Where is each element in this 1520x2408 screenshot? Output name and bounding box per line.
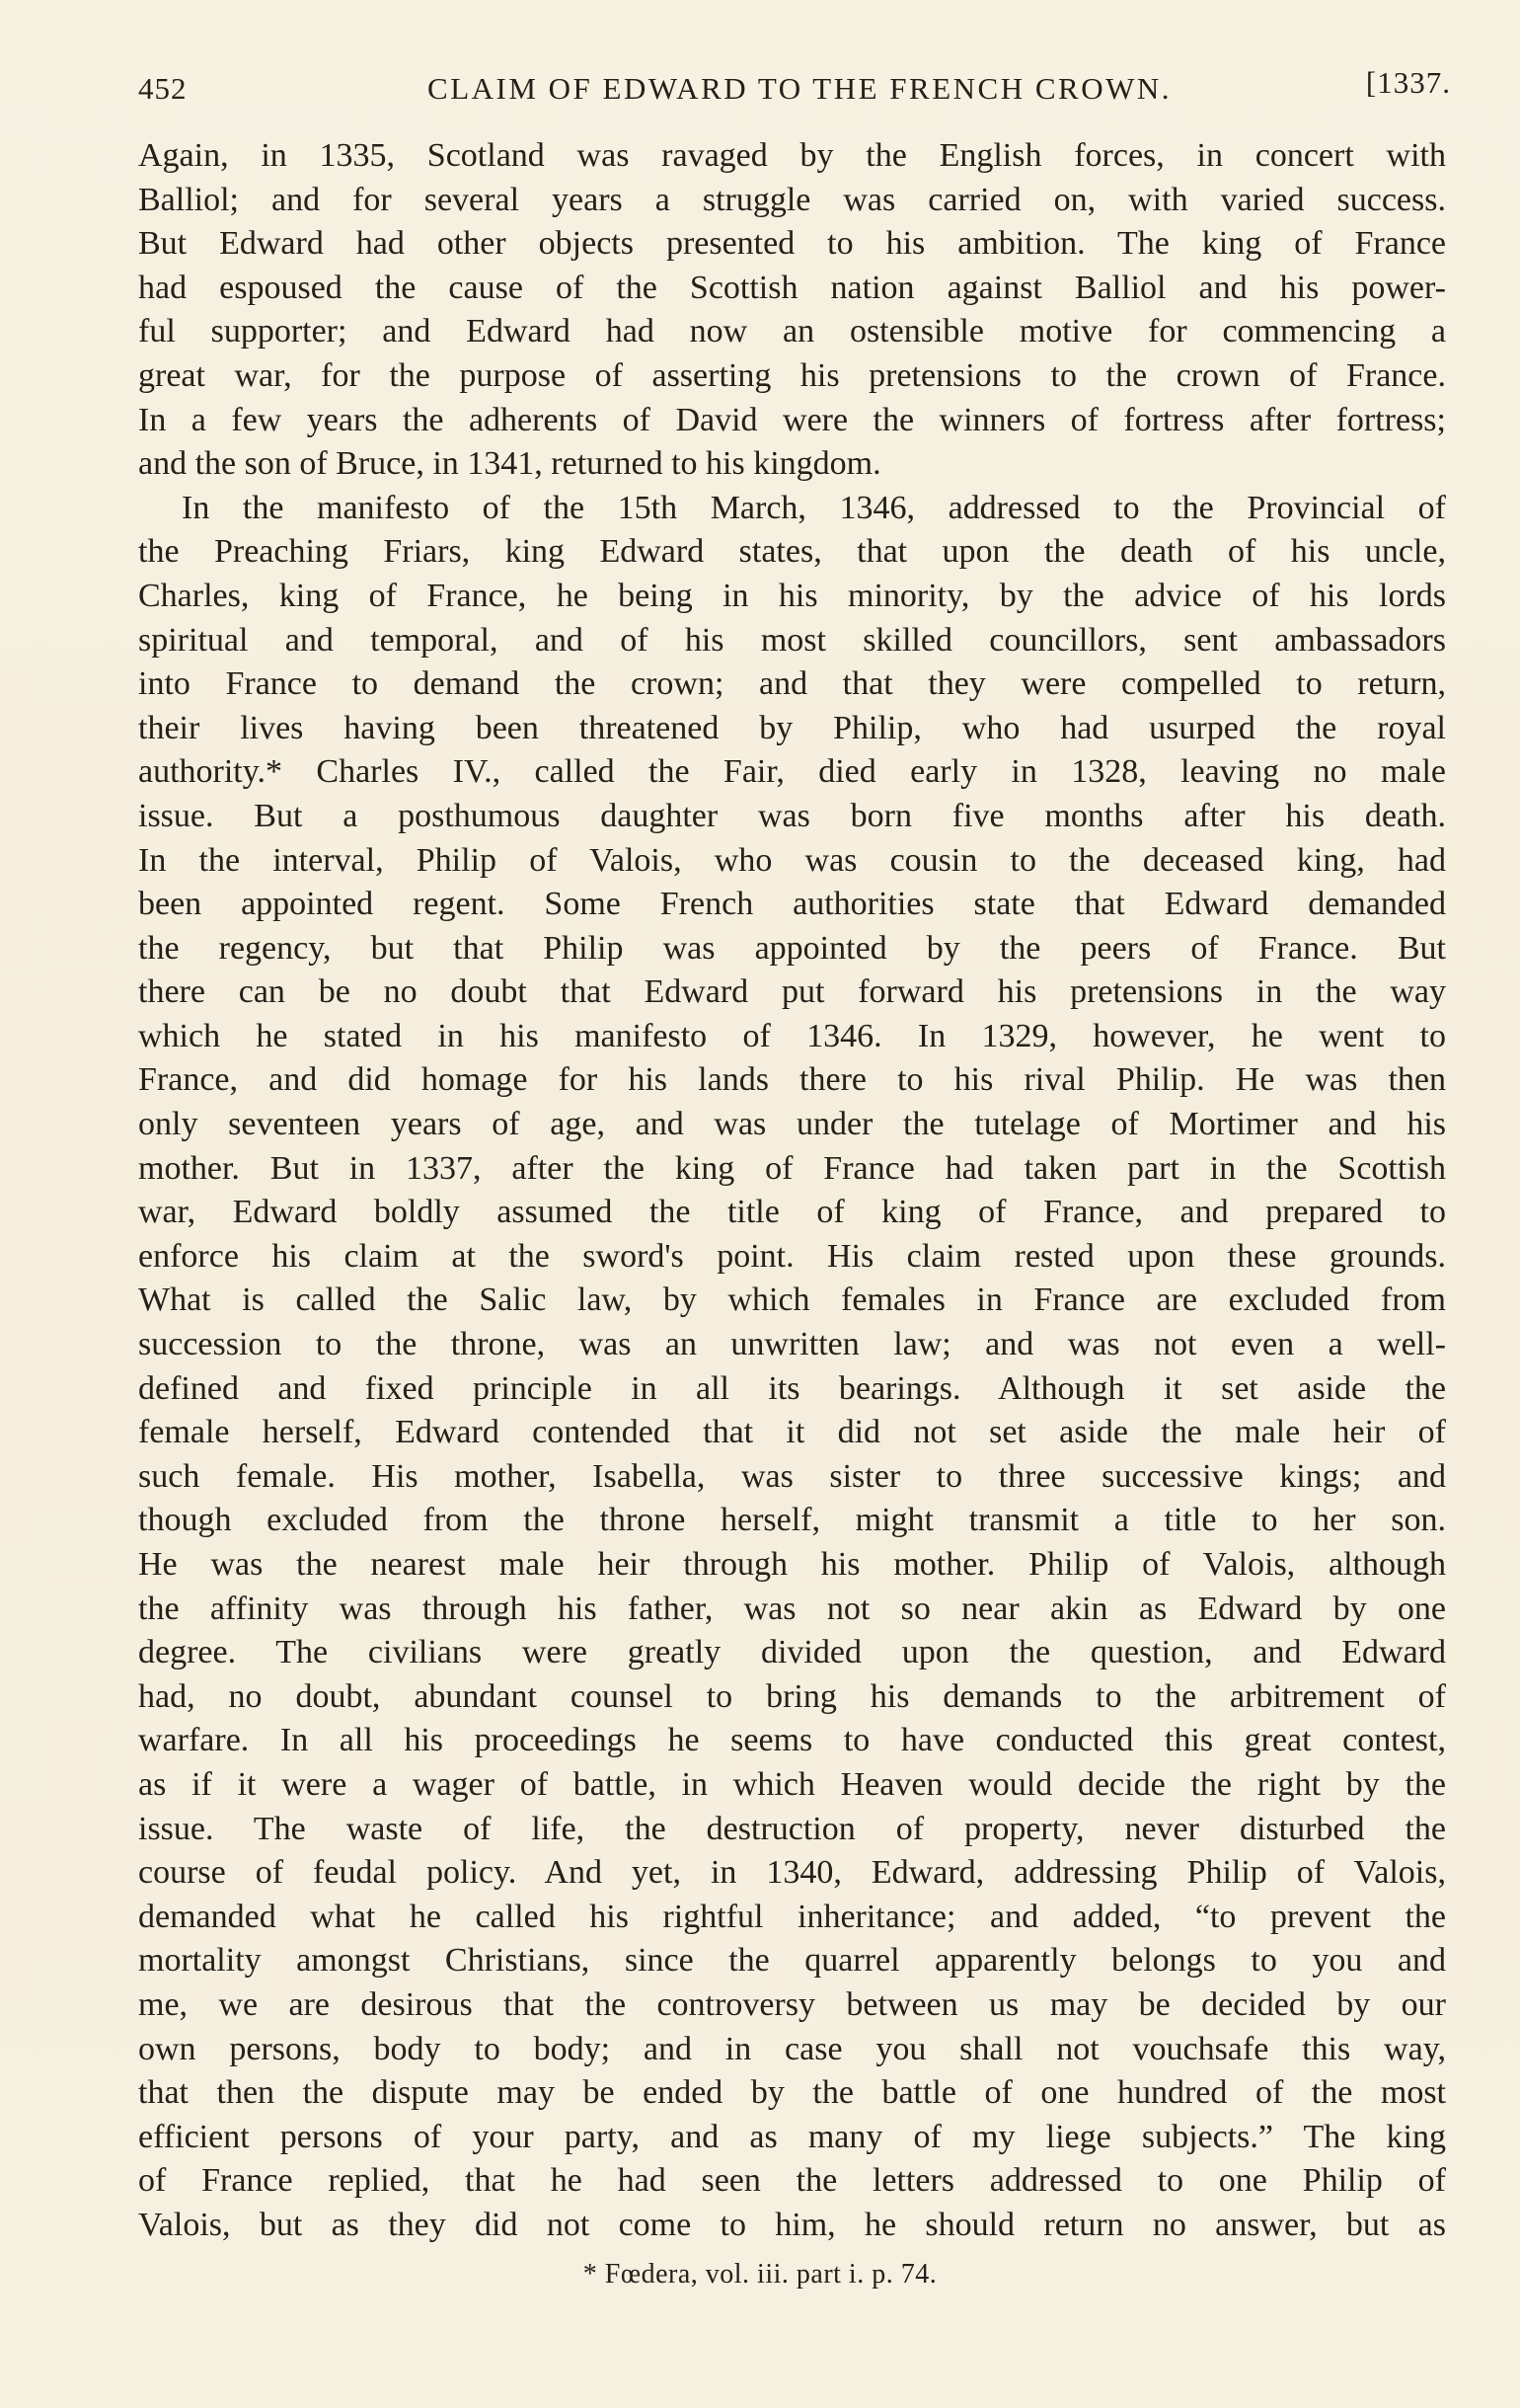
text-line: had espoused the cause of the Scottish nation against Balliol and his power- xyxy=(138,269,1446,306)
running-title: CLAIM OF EDWARD TO THE FRENCH CROWN. xyxy=(427,71,1172,106)
text-line: their lives having been threatened by Philip, who had usurped the royal xyxy=(138,709,1446,746)
text-line: enforce his claim at the sword's point. His claim rested upon these grounds. xyxy=(138,1237,1446,1275)
text-line: But Edward had other objects presented to his ambition. The king of France xyxy=(138,225,1446,263)
text-line: In a few years the adherents of David were the winners of fortress after fortress; xyxy=(138,401,1446,438)
text-line: ful supporter; and Edward had now an ostensible motive for commencing a xyxy=(138,313,1446,350)
text-line: In the interval, Philip of Valois, who was cousin to the deceased king, had xyxy=(138,841,1446,879)
text-line: the Preaching Friars, king Edward states, that upon the death of his uncle, xyxy=(138,533,1446,571)
text-line: efficient persons of your party, and as many of my liege subjects.” The king xyxy=(138,2118,1446,2155)
text-line: In the manifesto of the 15th March, 1346, addressed to the Provincial of xyxy=(182,489,1446,526)
footnote: * Fœdera, vol. iii. part i. p. 74. xyxy=(582,2259,938,2290)
text-line: authority.* Charles IV., called the Fair, died early in 1328, leaving no male xyxy=(138,753,1446,791)
text-line: demanded what he called his rightful inheritance; and added, “to prevent the xyxy=(138,1898,1446,1935)
text-line: though excluded from the throne herself, might transmit a title to her son. xyxy=(138,1502,1446,1539)
text-line: that then the dispute may be ended by the battle of one hundred of the most xyxy=(138,2074,1446,2112)
text-line: great war, for the purpose of asserting his pretensions to the crown of France. xyxy=(138,356,1446,394)
text-line: issue. But a posthumous daughter was born five months after his death. xyxy=(138,797,1446,834)
text-line: own persons, body to body; and in case you shall not vouchsafe this way, xyxy=(138,2030,1446,2067)
text-line: Balliol; and for several years a struggle was carried on, with varied success. xyxy=(138,181,1446,218)
text-line: me, we are desirous that the controversy between us may be decided by our xyxy=(138,1985,1446,2023)
running-year: [1337. xyxy=(1365,65,1451,100)
text-line: of France replied, that he had seen the letters addressed to one Philip of xyxy=(138,2162,1446,2200)
text-line: warfare. In all his proceedings he seems to have conducted this great contest, xyxy=(138,1722,1446,1759)
text-line: Valois, but as they did not come to him, he should return no answer, but as xyxy=(138,2206,1446,2243)
text-line: female herself, Edward contended that it did not set aside the male heir of xyxy=(138,1414,1446,1451)
text-line: succession to the throne, was an unwritten law; and was not even a well- xyxy=(138,1326,1446,1363)
running-head xyxy=(138,63,1461,113)
text-line: war, Edward boldly assumed the title of king of France, and prepared to xyxy=(138,1194,1446,1231)
text-line: Again, in 1335, Scotland was ravaged by the English forces, in concert with xyxy=(138,137,1446,174)
text-line: defined and fixed principle in all its bearings. Although it set aside the xyxy=(138,1369,1446,1407)
text-line: issue. The waste of life, the destruction of property, never disturbed the xyxy=(138,1810,1446,1847)
page-number: 452 xyxy=(138,71,188,106)
text-line: the regency, but that Philip was appointed by the peers of France. But xyxy=(138,929,1446,967)
text-line: as if it were a wager of battle, in which Heaven would decide the right by the xyxy=(138,1765,1446,1803)
text-line: degree. The civilians were greatly divided upon the question, and Edward xyxy=(138,1634,1446,1671)
text-line: Charles, king of France, he being in his minority, by the advice of his lords xyxy=(138,577,1446,614)
text-line: course of feudal policy. And yet, in 1340, Edward, addressing Philip of Valois, xyxy=(138,1854,1446,1892)
text-line: France, and did homage for his lands there to his rival Philip. He was then xyxy=(138,1061,1446,1099)
text-line: spiritual and temporal, and of his most skilled councillors, sent ambassadors xyxy=(138,621,1446,659)
text-line: such female. His mother, Isabella, was sister to three successive kings; and xyxy=(138,1457,1446,1495)
text-line: What is called the Salic law, by which females in France are excluded from xyxy=(138,1282,1446,1319)
body-text xyxy=(138,134,1446,2248)
text-line: mortality amongst Christians, since the quarrel apparently belongs to you and xyxy=(138,1942,1446,1980)
text-line: had, no doubt, abundant counsel to bring his demands to the arbitrement of xyxy=(138,1677,1446,1715)
text-line: been appointed regent. Some French authorities state that Edward demanded xyxy=(138,886,1446,923)
text-line: which he stated in his manifesto of 1346. In 1329, however, he went to xyxy=(138,1017,1446,1054)
text-line: and the son of Bruce, in 1341, returned to his kingdom. xyxy=(138,445,881,483)
text-line: there can be no doubt that Edward put forward his pretensions in the way xyxy=(138,973,1446,1011)
text-line: into France to demand the crown; and that they were compelled to return, xyxy=(138,665,1446,703)
text-line: the affinity was through his father, was not so near akin as Edward by one xyxy=(138,1590,1446,1627)
text-line: only seventeen years of age, and was under the tutelage of Mortimer and his xyxy=(138,1106,1446,1143)
text-line: mother. But in 1337, after the king of France had taken part in the Scottish xyxy=(138,1149,1446,1187)
text-line: He was the nearest male heir through his mother. Philip of Valois, although xyxy=(138,1546,1446,1583)
